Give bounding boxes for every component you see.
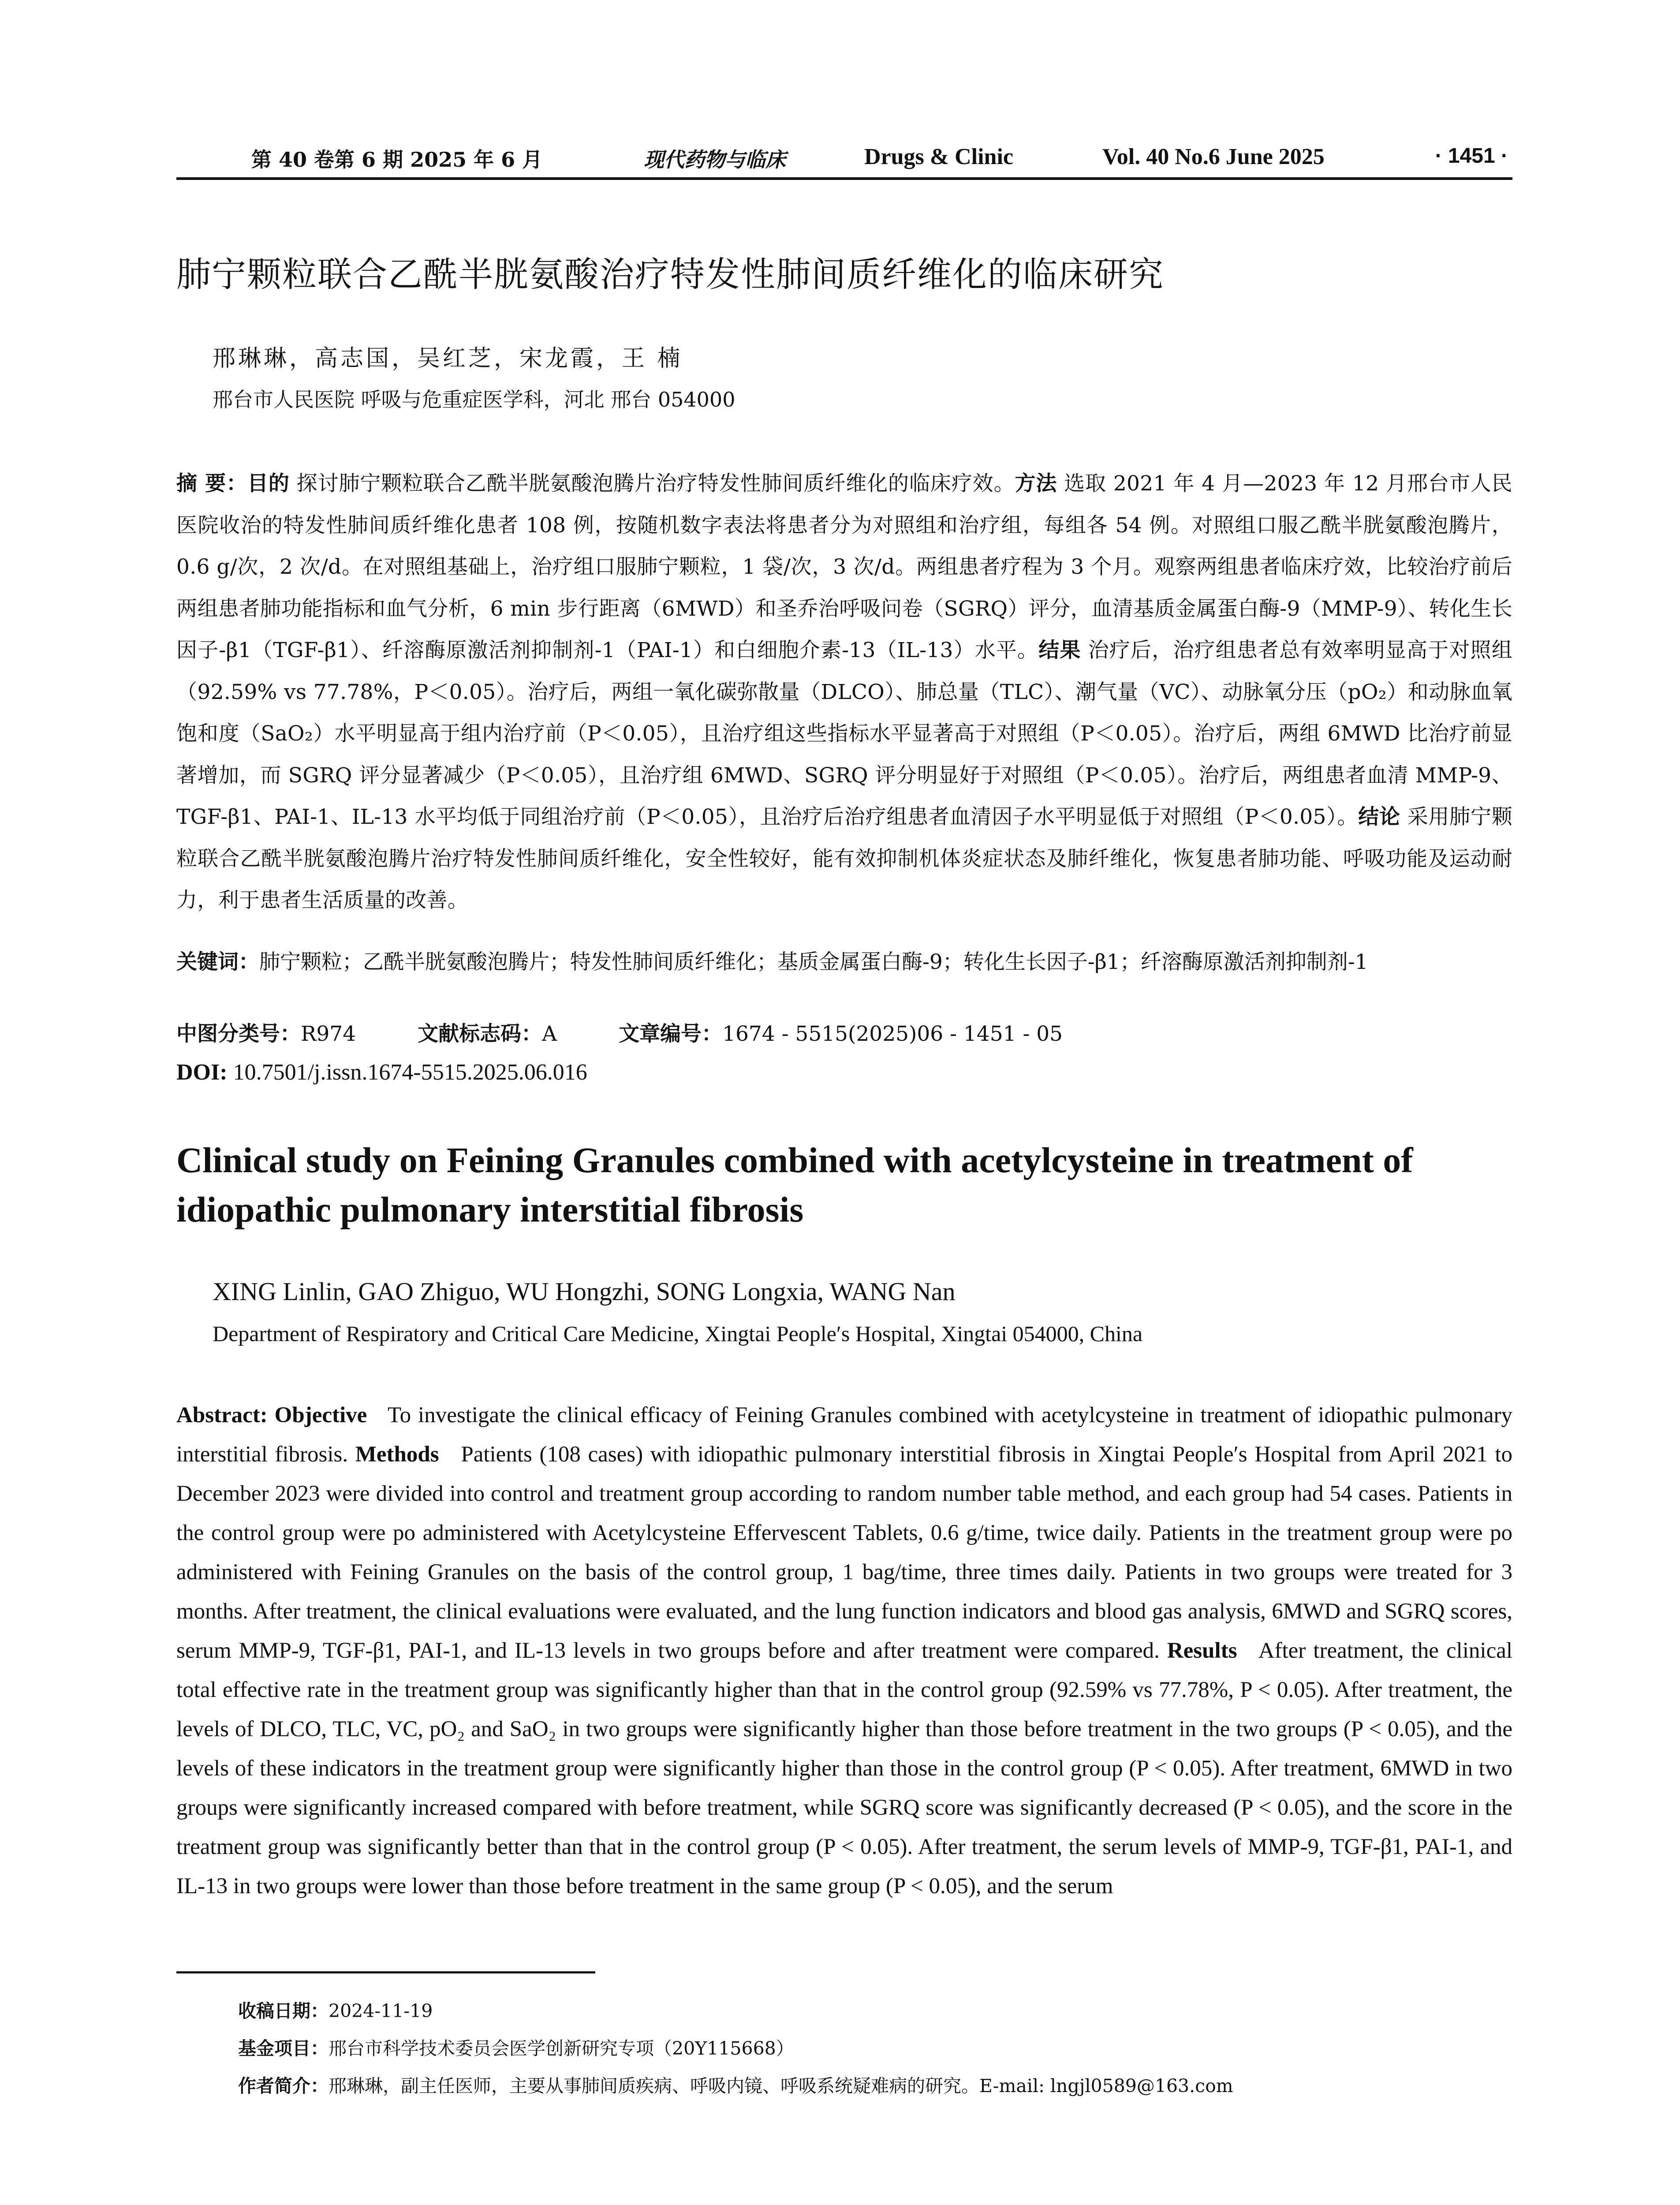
conclusion-label-cn: 结论 xyxy=(1358,805,1400,829)
affiliation-en: Department of Respiratory and Critical Care Medicine, Xingtai People′s Hospital, Xingtai 054000, China xyxy=(213,1321,1143,1346)
doc-code-value: A xyxy=(542,1022,557,1046)
author-bio-label: 作者简介： xyxy=(238,2075,329,2097)
footnote-fund xyxy=(238,2034,794,2060)
article-no-label: 文章编号： xyxy=(619,1022,723,1046)
fund-text: 邢台市科学技术委员会医学创新研究专项（20Y115668） xyxy=(329,2038,794,2059)
doi-value: 10.7501/j.issn.1674-5515.2025.06.016 xyxy=(233,1060,587,1085)
authors-cn: 邢琳琳，高志国，吴红芝，宋龙霞，王 楠 xyxy=(213,345,683,372)
methods-label-cn: 方法 xyxy=(1015,471,1057,496)
article-title-en: Clinical study on Feining Granules combined with acetylcysteine in treatment of idiopathic pulmonary interstitial fibrosis xyxy=(176,1140,1413,1230)
received-label: 收稿日期： xyxy=(238,2000,329,2022)
volume-info: Vol. 40 No.6 June 2025 xyxy=(1102,144,1325,169)
classification-line xyxy=(176,1017,1063,1047)
doc-code-label: 文献标志码： xyxy=(418,1022,542,1046)
issue-info: 第 40 卷第 6 期 2025 年 6 月 xyxy=(251,148,543,172)
objective-en: To investigate the clinical efficacy of Feining Granules combined with acetylcysteine in treatment of idiopathic pulmonary interstitial fibrosis. xyxy=(176,1403,1512,1467)
objective-cn: 探讨肺宁颗粒联合乙酰半胱氨酸泡腾片治疗特发性肺间质纤维化的临床疗效。 xyxy=(296,471,1015,496)
methods-cn: 选取 2021 年 4 月—2023 年 12 月邢台市人民医院收治的特发性肺间质纤维化患者 108 例，按随机数字表法将患者分为对照组和治疗组，每组各 54 例。对照组口服乙酰半胱氨酸泡腾片，0.6 g/次，2 次/d。在对照组基础上，治疗组口服肺宁颗粒，1 袋/次，3 次/d。两组患者疗程为 3 个月。观察两组患者临床疗效，比较治疗前后两组患者肺功能指标和血气分析，6 min 步行距离（6MWD）和圣乔治呼吸问卷（SGRQ）评分，血清基质金属蛋白酶-9（MMP-9）、转化生长因子-β1（TGF-β1）、纤溶酶原激活剂抑制剂-1（PAI-1）和白细胞介素-13（IL-13）水平。 xyxy=(176,471,1512,662)
keywords-text-cn: 肺宁颗粒；乙酰半胱氨酸泡腾片；特发性肺间质纤维化；基质金属蛋白酶-9；转化生长因子-β1；纤溶酶原激活剂抑制剂-1 xyxy=(259,950,1368,974)
results-cn: 治疗后，治疗组患者总有效率明显高于对照组（92.59% vs 77.78%，P＜0.05）。治疗后，两组一氧化碳弥散量（DLCO）、肺总量（TLC）、潮气量（VC）、动脉氧分压（pO₂）和动脉血氧饱和度（SaO₂）水平明显高于组内治疗前（P＜0.05），且治疗组这些指标水平显著高于对照组（P＜0.05）。治疗后，两组 6MWD 比治疗前显著增加，而 SGRQ 评分显著减少（P＜0.05），且治疗组 6MWD、SGRQ 评分明显好于对照组（P＜0.05）。治疗后，两组患者血清 MMP-9、TGF-β1、PAI-1、IL-13 水平均低于同组治疗前（P＜0.05），且治疗后治疗组患者血清因子水平明显低于对照组（P＜0.05）。 xyxy=(176,638,1512,829)
results-en: After treatment, the clinical total effective rate in the treatment group was significantly higher than that in the control group (92.59% vs 77.78%, P < 0.05). After treatment, the levels of DLCO, TLC, VC, pO₂ and SaO₂ in two groups were significantly higher than those before treatment in the two groups (P < 0.05), and the levels of these indicators in the treatment group were significantly higher than those in the control group (P < 0.05). After treatment, 6MWD in two groups were significantly increased compared with before treatment, while SGRQ score was significantly decreased (P < 0.05), and the score in the treatment group was significantly better than that in the control group (P < 0.05). After treatment, the serum levels of MMP-9, TGF-β1, PAI-1, and IL-13 in two groups were lower than those before treatment in the same group (P < 0.05), and the serum xyxy=(176,1638,1513,1899)
results-label-cn: 结果 xyxy=(1038,638,1081,662)
objective-label-cn: 目的 xyxy=(247,471,290,496)
abstract-en-label: Abstract: xyxy=(176,1403,268,1428)
footnote-author xyxy=(238,2071,1233,2097)
author-bio-text: 邢琳琳，副主任医师，主要从事肺间质疾病、呼吸内镜、呼吸系统疑难病的研究。E-mail: lngjl0589@163.com xyxy=(329,2075,1233,2097)
journal-name-cn: 现代药物与临床 xyxy=(644,148,786,172)
objective-label-en: Objective xyxy=(274,1403,367,1428)
methods-en: Patients (108 cases) with idiopathic pulmonary interstitial fibrosis in Xingtai People′s Hospital from April 2021 to December 2023 were divided into control and treatment group according to random number table method, and each group had 54 cases. Patients in the control group were po administered with Acetylcysteine Effervescent Tablets, 0.6 g/time, twice daily. Patients in the treatment group were po administered with Feining Granules on the basis of the control group, 1 bag/time, three times daily. Patients in two groups were treated for 3 months. After treatment, the clinical evaluations were evaluated, and the lung function indicators and blood gas analysis, 6MWD and SGRQ scores, serum MMP-9, TGF-β1, PAI-1, and IL-13 levels in two groups before and after treatment were compared. xyxy=(176,1442,1513,1663)
conclusion-cn: 采用肺宁颗粒联合乙酰半胱氨酸泡腾片治疗特发性肺间质纤维化，安全性较好，能有效抑制机体炎症状态及肺纤维化，恢复患者肺功能、呼吸功能及运动耐力，利于患者生活质量的改善。 xyxy=(176,805,1513,912)
clc-label: 中图分类号： xyxy=(176,1022,301,1046)
results-label-en: Results xyxy=(1167,1638,1237,1663)
clc-value: R974 xyxy=(301,1022,356,1046)
abstract-cn-label: 摘 要： xyxy=(176,471,247,496)
journal-name-en: Drugs & Clinic xyxy=(864,144,1013,169)
keywords-label-cn: 关键词： xyxy=(176,950,259,974)
article-no-value: 1674 - 5515(2025)06 - 1451 - 05 xyxy=(722,1022,1063,1046)
fund-label: 基金项目： xyxy=(238,2038,329,2059)
running-header xyxy=(176,142,1512,180)
doi-label: DOI: xyxy=(176,1060,228,1085)
received-date: 2024-11-19 xyxy=(329,2000,433,2022)
article-title-cn: 肺宁颗粒联合乙酰半胱氨酸治疗特发性肺间质纤维化的临床研究 xyxy=(176,255,1165,295)
doi-line xyxy=(176,1059,587,1085)
footnote-received xyxy=(238,1996,433,2022)
keywords-cn xyxy=(176,942,1512,983)
footnote-divider xyxy=(176,1971,595,1973)
affiliation-cn: 邢台市人民医院 呼吸与危重症医学科，河北 邢台 054000 xyxy=(213,388,735,411)
authors-en: XING Linlin, GAO Zhiguo, WU Hongzhi, SONG Longxia, WANG Nan xyxy=(213,1277,956,1306)
abstract-cn xyxy=(176,463,1512,922)
methods-label-en: Methods xyxy=(355,1442,439,1467)
page-number: · 1451 · xyxy=(1435,144,1508,168)
abstract-en xyxy=(176,1396,1512,1906)
